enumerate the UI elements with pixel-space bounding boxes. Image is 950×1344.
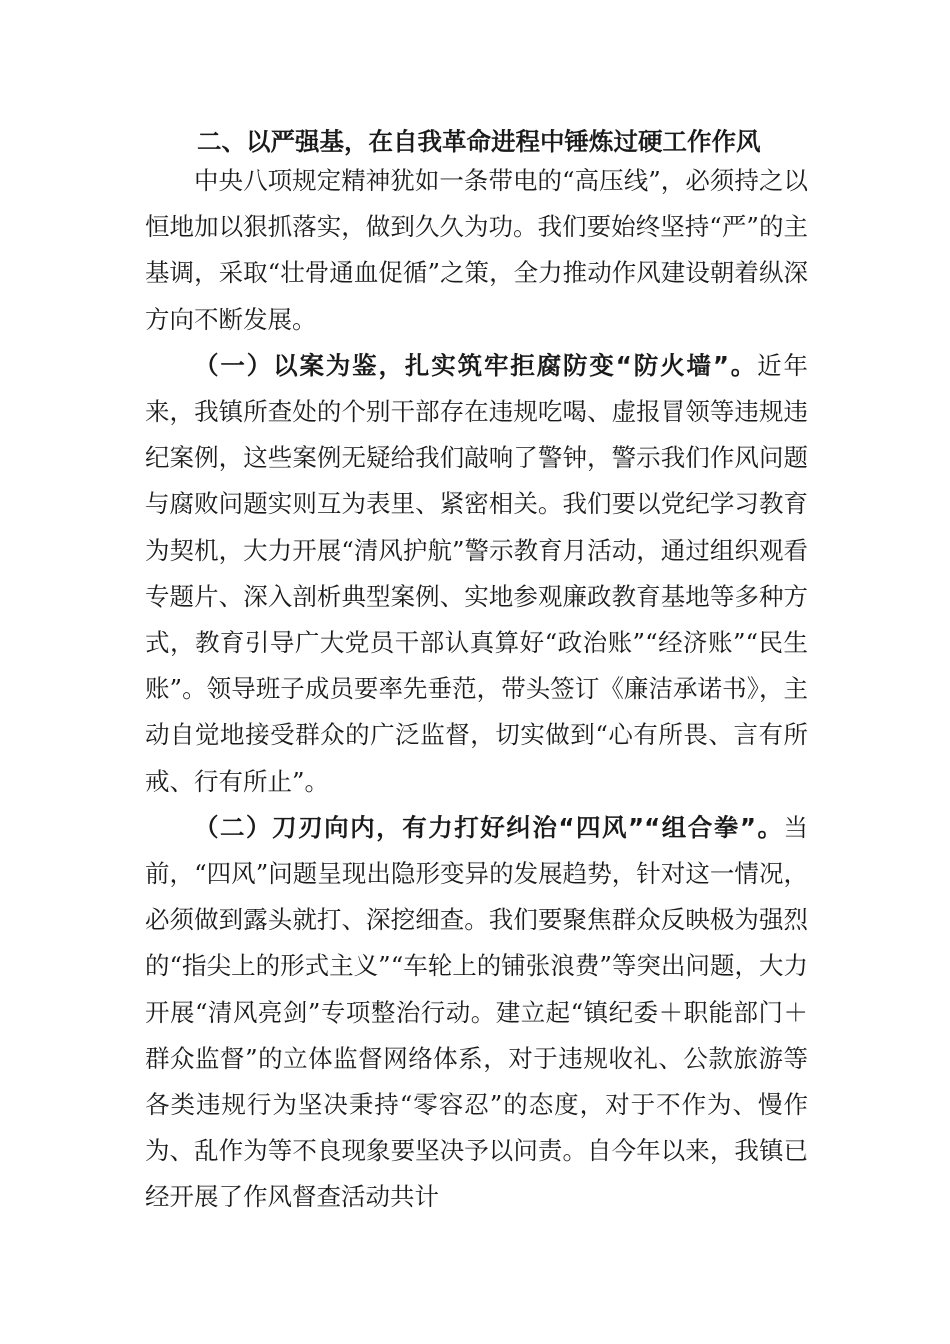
subsection-2-title: （二）刀刃向内，有力打好纠治“四风”“组合拳”。 <box>194 812 784 842</box>
paragraph-subsection-1 <box>145 343 808 805</box>
paragraph-intro <box>145 158 808 343</box>
subsection-2-text: 当前，“四风”问题呈现出隐形变异的发展趋势，针对这一情况，必须做到露头就打、深挖细查。我们要聚焦群众反映极为强烈的“指尖上的形式主义”“车轮上的铺张浪费”等突出问题，大力开展“清风亮剑”专项整治行动。建立起“镇纪委＋职能部门＋群众监督”的立体监督网络体系，对于违规收礼、公款旅游等各类违规行为坚决秉持“零容忍”的态度，对于不作为、慢作为、乱作为等不良现象要坚决予以问责。自今年以来，我镇已经开展了作风督查活动共计 <box>145 812 808 1212</box>
paragraph-subsection-2 <box>145 805 808 1221</box>
paragraph-intro-text: 中央八项规定精神犹如一条带电的“高压线”，必须持之以恒地加以狠抓落实，做到久久为功。我们要始终坚持“严”的主基调，采取“壮骨通血促循”之策，全力推动作风建设朝着纵深方向不断发展。 <box>145 166 808 334</box>
subsection-1-text: 近年来，我镇所查处的个别干部存在违规吃喝、虚报冒领等违规违纪案例，这些案例无疑给我们敲响了警钟，警示我们作风问题与腐败问题实则互为表里、紧密相关。我们要以党纪学习教育为契机，大力开展“清风护航”警示教育月活动，通过组织观看专题片、深入剖析典型案例、实地参观廉政教育基地等多种方式，教育引导广大党员干部认真算好“政治账”“经济账”“民生账”。领导班子成员要率先垂范，带头签订《廉洁承诺书》，主动自觉地接受群众的广泛监督，切实做到“心有所畏、言有所戒、行有所止”。 <box>145 350 809 796</box>
section-heading: 二、以严强基，在自我革命进程中锤炼过硬工作作风 <box>197 127 761 156</box>
document-body <box>145 124 808 1221</box>
subsection-1-title: （一）以案为鉴，扎实筑牢拒腐防变“防火墙”。 <box>194 350 758 380</box>
